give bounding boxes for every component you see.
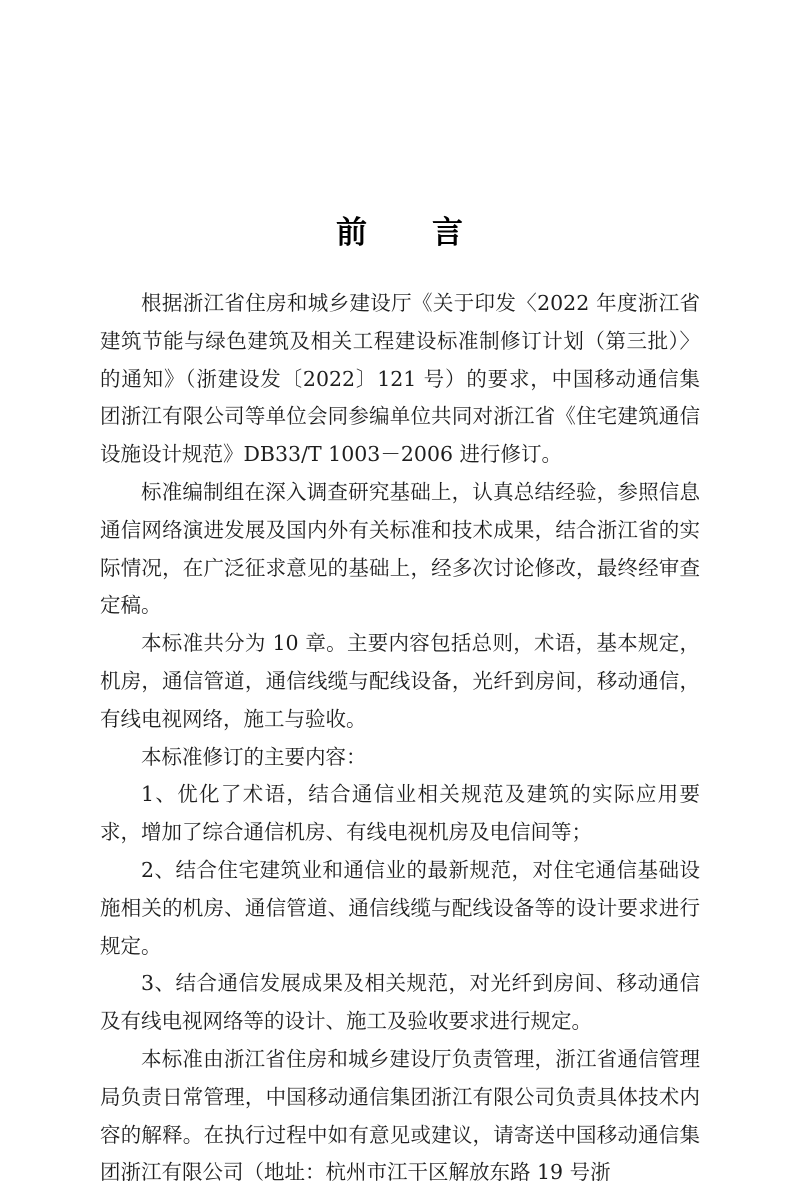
paragraph-chapters-overview: 本标准共分为 10 章。主要内容包括总则，术语，基本规定，机房，通信管道，通信线缆与配线设备，光纤到房间，移动通信，有线电视网络，施工与验收。 [100,631,700,731]
paragraph-revision-item-1: 1、优化了术语，结合通信业相关规范及建筑的实际应用要求，增加了综合通信机房、有线电视机房及电信间等； [100,782,700,845]
paragraph-administration: 本标准由浙江省住房和城乡建设厅负责管理，浙江省通信管理局负责日常管理，中国移动通信集团浙江有限公司负责具体技术内容的解释。在执行过程中如有意见或建议，请寄送中国移动通信集团浙江有限公司（地址：杭州市江干区解放东路 19 号浙 [100,1046,700,1185]
page-title: 前 言 [336,214,464,251]
paragraph-revision-item-3: 3、结合通信发展成果及相关规范，对光纤到房间、移动通信及有线电视网络等的设计、施工及验收要求进行规定。 [100,971,700,1034]
paragraph-origin-basis: 根据浙江省住房和城乡建设厅《关于印发〈2022 年度浙江省建筑节能与绿色建筑及相关工程建设标准制修订计划（第三批）〉的通知》（浙建设发〔2022〕121 号）的要求，中国移动通信集团浙江有限公司等单位会同参编单位共同对浙江省《住宅建筑通信设施设计规范》DB33/T 1003－2006 进行修订。 [100,291,700,467]
paragraph-drafting-process: 标准编制组在深入调查研究基础上，认真总结经验，参照信息通信网络演进发展及国内外有关标准和技术成果，结合浙江省的实际情况，在广泛征求意见的基础上，经多次讨论修改，最终经审查定稿。 [100,479,700,618]
body-text-block [100,285,700,1192]
paragraph-revision-item-2: 2、结合住宅建筑业和通信业的最新规范，对住宅通信基础设施相关的机房、通信管道、通信线缆与配线设备等的设计要求进行规定。 [100,857,700,958]
paragraph-revision-heading: 本标准修订的主要内容： [141,744,367,769]
